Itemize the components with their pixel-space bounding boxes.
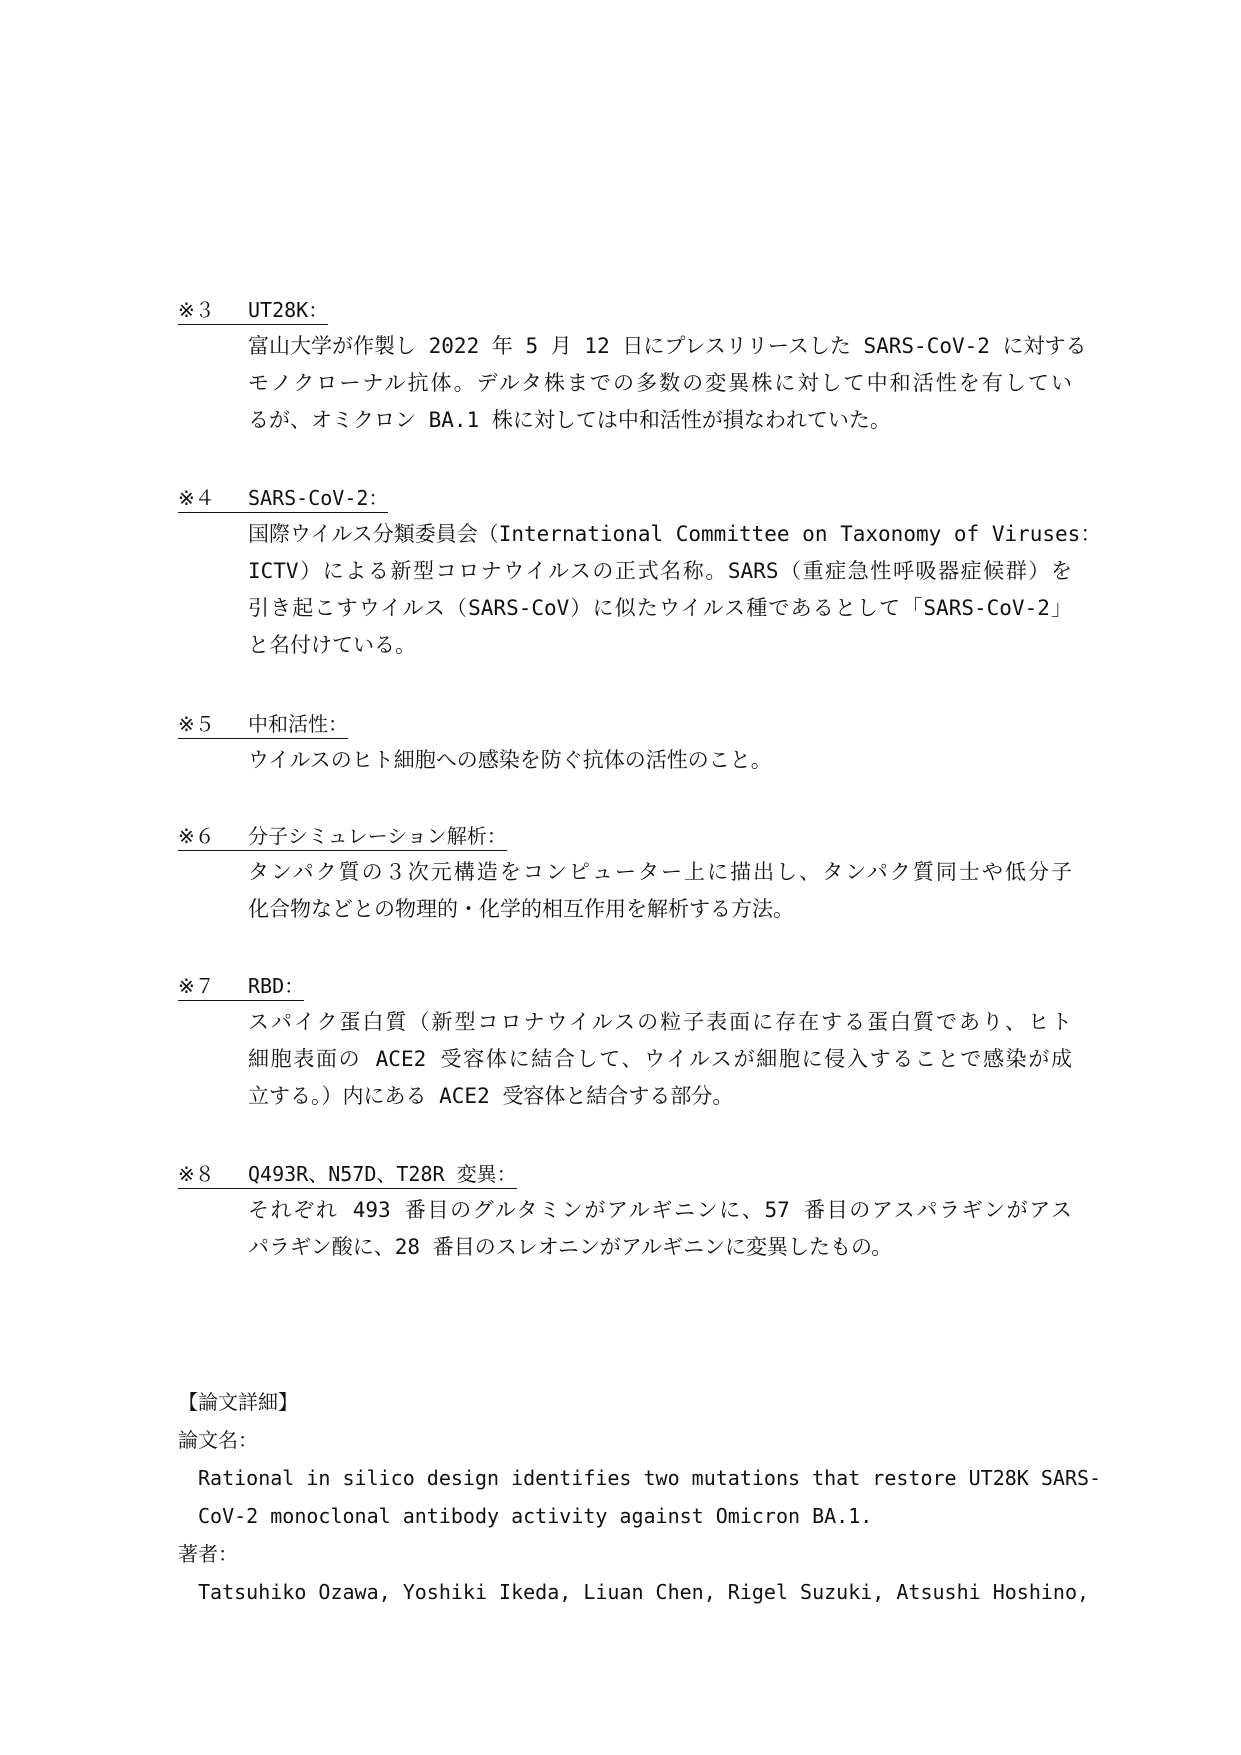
note-term: SARS-CoV-2： <box>248 486 389 510</box>
paper-details-heading: 【論文詳細】 <box>178 1390 298 1414</box>
note-term: Q493R、N57D、T28R 変異： <box>248 1162 517 1186</box>
note-mark: ※７ <box>178 974 215 998</box>
note-heading <box>178 972 1078 1000</box>
note-mark: ※５ <box>178 712 215 736</box>
note-mark: ※８ <box>178 1162 215 1186</box>
note-term: 分子シミュレーション解析： <box>248 824 507 848</box>
note-4 <box>178 484 1102 664</box>
paper-title-line: Rational in silico design identifies two mutations that restore UT28K SARS- <box>198 1466 1102 1490</box>
note-heading <box>178 484 1078 512</box>
note-term: 中和活性： <box>248 712 348 736</box>
note-body <box>248 516 1102 664</box>
note-line: それぞれ 493 番目のグルタミンがアルギニンに、57 番目のアスパラギンがアス <box>248 1198 1072 1222</box>
note-body <box>248 854 1072 928</box>
note-body <box>248 1004 1072 1115</box>
note-line: 富山大学が作製し 2022 年 5 月 12 日にプレスリリースした SARS-CoV-2 に対する <box>248 334 1087 358</box>
paper-authors-line: Tatsuhiko Ozawa, Yoshiki Ikeda, Liuan Chen, Rigel Suzuki, Atsushi Hoshino, <box>198 1580 1090 1604</box>
note-line: 立する。）内にある ACE2 受容体と結合する部分。 <box>248 1084 734 1108</box>
note-heading <box>178 296 1078 324</box>
note-3 <box>178 296 1087 439</box>
note-8 <box>178 1160 1078 1266</box>
note-term: RBD： <box>248 974 305 998</box>
note-6 <box>178 822 1078 928</box>
note-line: 化合物などとの物理的・化学的相互作用を解析する方法。 <box>248 897 794 921</box>
note-body <box>248 328 1087 439</box>
note-mark: ※４ <box>178 486 215 510</box>
paper-details <box>178 1383 1102 1611</box>
note-heading <box>178 822 1078 850</box>
note-line: るが、オミクロン BA.1 株に対しては中和活性が損なわれていた。 <box>248 408 891 432</box>
paper-title-line: CoV-2 monoclonal antibody activity against Omicron BA.1. <box>198 1504 873 1528</box>
note-mark: ※６ <box>178 824 215 848</box>
note-line: ICTV）による新型コロナウイルスの正式名称。SARS（重症急性呼吸器症候群）を <box>248 559 1072 583</box>
note-heading <box>178 710 1078 738</box>
note-7 <box>178 972 1078 1115</box>
note-5 <box>178 710 1078 779</box>
note-line: モノクローナル抗体。デルタ株までの多数の変異株に対して中和活性を有してい <box>248 371 1072 395</box>
note-line: タンパク質の３次元構造をコンピューター上に描出し、タンパク質同士や低分子 <box>248 860 1072 884</box>
note-mark: ※３ <box>178 298 215 322</box>
note-line: 細胞表面の ACE2 受容体に結合して、ウイルスが細胞に侵入することで感染が成 <box>248 1047 1072 1071</box>
note-line: スパイク蛋白質（新型コロナウイルスの粒子表面に存在する蛋白質であり、ヒト <box>248 1010 1072 1034</box>
note-line: 国際ウイルス分類委員会（International Committee on Taxonomy of Viruses： <box>248 522 1102 546</box>
note-line: と名付けている。 <box>248 633 416 657</box>
note-body <box>248 742 1072 779</box>
paper-authors-label: 著者： <box>178 1542 238 1566</box>
note-line: ウイルスのヒト細胞への感染を防ぐ抗体の活性のこと。 <box>248 748 772 772</box>
note-line: 引き起こすウイルス（SARS-CoV）に似たウイルス種であるとして「SARS-CoV-2」 <box>248 596 1072 620</box>
note-line: パラギン酸に、28 番目のスレオニンがアルギニンに変異したもの。 <box>248 1235 893 1259</box>
note-heading <box>178 1160 1078 1188</box>
paper-title-label: 論文名： <box>178 1428 258 1452</box>
note-body <box>248 1192 1072 1266</box>
note-term: UT28K： <box>248 298 329 322</box>
